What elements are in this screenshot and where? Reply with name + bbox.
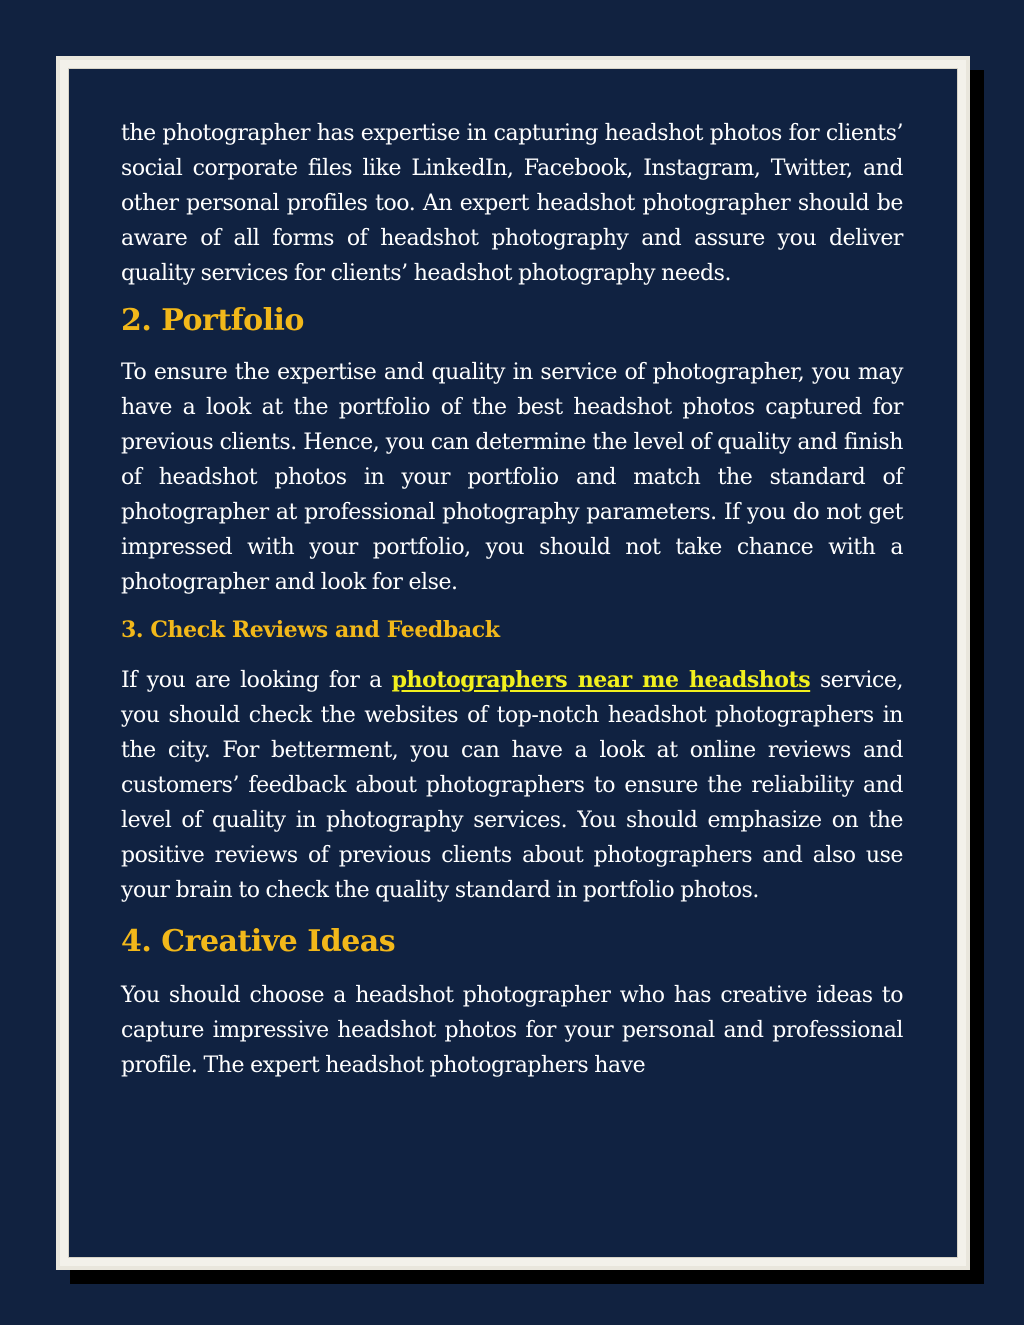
paragraph-reviews <box>121 663 903 908</box>
heading-creative-ideas: 4. Creative Ideas <box>121 924 396 959</box>
paragraph-expertise: the photographer has expertise in capturing headshot photos for clients’ social corporate files like LinkedIn, Facebook, Instagram, Twitter, and other personal profiles too. An expert headshot photographer should be aware of all forms of headshot photography and assure you deliver quality services for clients’ headshot photography needs. <box>121 121 903 286</box>
paragraph-portfolio: To ensure the expertise and quality in service of photographer, you may have a look at the portfolio of the best headshot photos captured for previous clients. Hence, you can determine the level of quality and finish of headshot photos in your portfolio and match the standard of photographer at professional photography parameters. If you do not get impressed with your portfolio, you should not take chance with a photographer and look for else. <box>121 360 903 595</box>
heading-check-reviews: 3. Check Reviews and Feedback <box>121 617 500 643</box>
paragraph-reviews-intro: If you are looking for a <box>121 668 392 693</box>
heading-portfolio: 2. Portfolio <box>121 303 304 338</box>
photographers-near-me-link[interactable]: photographers near me headshots <box>391 667 811 693</box>
document-content <box>121 116 903 1083</box>
paragraph-creative-ideas: You should choose a headshot photographer who has creative ideas to capture impressive headshot photos for your personal and professional profile. The expert headshot photographers have <box>121 983 903 1078</box>
paragraph-reviews-body: service, you should check the websites of top-notch headshot photographers in the city. For betterment, you can have a look at online reviews and customers’ feedback about photographers to ensure the reliability and level of quality in photography services. You should emphasize on the positive reviews of previous clients about photographers and also use your brain to check the quality standard in portfolio photos. <box>121 668 903 903</box>
